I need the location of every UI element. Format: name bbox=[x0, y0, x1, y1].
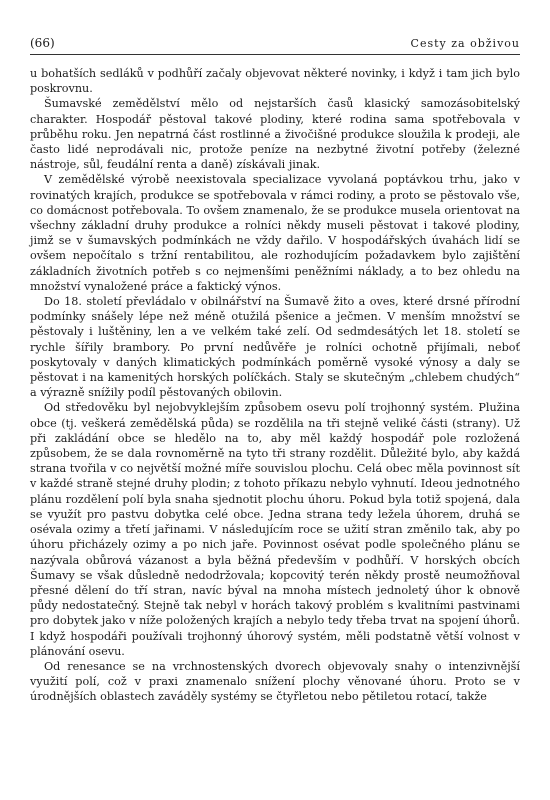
page-number: (66) bbox=[30, 36, 55, 50]
page-header bbox=[30, 36, 520, 55]
paragraph-1: u bohatších sedláků v podhůří začaly objevovat některé novinky, i když i tam jich bylo poskrovnu. bbox=[30, 67, 520, 96]
paragraph-6: Od renesance se na vrchnostenských dvorech objevovaly snahy o intenzivnější využití polí, což v praxi znamenalo snížení plochy věnované úhoru. Proto se v úrodnějších oblastech zaváděly systémy se čtyřletou nebo pětiletou rotací, takže bbox=[30, 659, 520, 704]
running-title: Cesty za obživou bbox=[410, 37, 520, 50]
paragraph-4: Do 18. století převládalo v obilnářství na Šumavě žito a oves, které drsné přírodní podmínky snášely lépe než méně otužilá pšenice a ječmen. V menším množství se pěstovaly i luštěniny, len a ve velkém také zelí. Od sedmdesátých let 18. století se rychle šířily brambory. Po první nedůvěře je rolníci ochotně přijímali, neboť poskytovaly v daných klimatických podmínkách poměrně vysoké výnosy a daly se pěstovat i na kamenitých horských políčkách. Staly se skutečným „chlebem chudých“ a výrazně snížily podíl pěstovaných obilovin. bbox=[30, 295, 520, 400]
paragraph-2: Šumavské zemědělství mělo od nejstarších časů klasický samozásobitelský charakter. Hospodář pěstoval takové plodiny, které rodina sama spotřebovala v průběhu roku. Jen nepatrná část rostlinné a živočišné produkce sloužila k prodeji, ale často lidé neprodávali nic, protože peníze na nezbytné životní potřeby (železné nástroje, sůl, feudální renta a daně) získávali jinak. bbox=[30, 97, 520, 172]
body-text bbox=[30, 66, 520, 705]
paragraph-3: V zemědělské výrobě neexistovala specializace vyvolaná poptávkou trhu, jako v rovinatých krajích, produkce se spotřebovala v rámci rodiny, a proto se pěstovalo vše, co domácnost potřebovala. To ovšem znamenalo, že se produkce musela orientovat na všechny základní druhy produkce a rolníci někdy museli pěstovat i takové plodiny, jimž se v šumavských podmínkách ne vždy dařilo. V hospodářských úvahách lidí se ovšem nepočítalo s tržní rentabilitou, ale rozhodujícím požadavkem bylo zajištění základních životních potřeb s co nejmenšími peněžními náklady, a to bez ohledu na množství vynaložené práce a faktický výnos. bbox=[30, 173, 520, 293]
paragraph-5: Od středověku byl nejobvyklejším způsobem osevu polí trojhonný systém. Plužina obce (tj. veškerá zemědělská půda) se rozdělila na tři stejně veliké části (strany). Už při zakládání obce se hledělo na to, aby měl každý hospodář pole rozložená způsobem, že se dala rovnoměrně na tyto tři strany rozdělit. Důležité bylo, aby každá strana tvořila v co největší možné míře souvislou plochu. Celá obec měla povinnost sít v každé straně stejné druhy plodin; z tohoto příkazu nebylo vyhnutí. Ideou jednotného plánu rozdělení polí byla snaha sjednotit plochu úhoru. Pokud byla totiž spojená, dala se využít pro pastvu dobytka celé obce. Jedna strana tedy ležela úhorem, druhá se osévala ozimy a třetí jařinami. V následujícím roce se užití stran změnilo tak, aby po úhoru přicházely ozimy a po nich jaře. Povinnost osévat podle společného plánu se nazývala obůrová vázanost a byla běžná především v podhůří. V horských obcích Šumavy se však důsledně nedodržovala; kopcovitý terén někdy prostě neumožňoval přesné dělení do tří stran, navíc býval na mnoha místech jednoletý úhor k obnově půdy nedostatečný. Stejně tak nebyl v horách takový problém s kvalitními pastvinami pro dobytek jako v níže položených krajích a nebylo tedy třeba trvat na spojení úhorů. I když hospodáři používali trojhonný úhorový systém, měli podstatně větší volnost v plánování osevu. bbox=[30, 401, 520, 658]
